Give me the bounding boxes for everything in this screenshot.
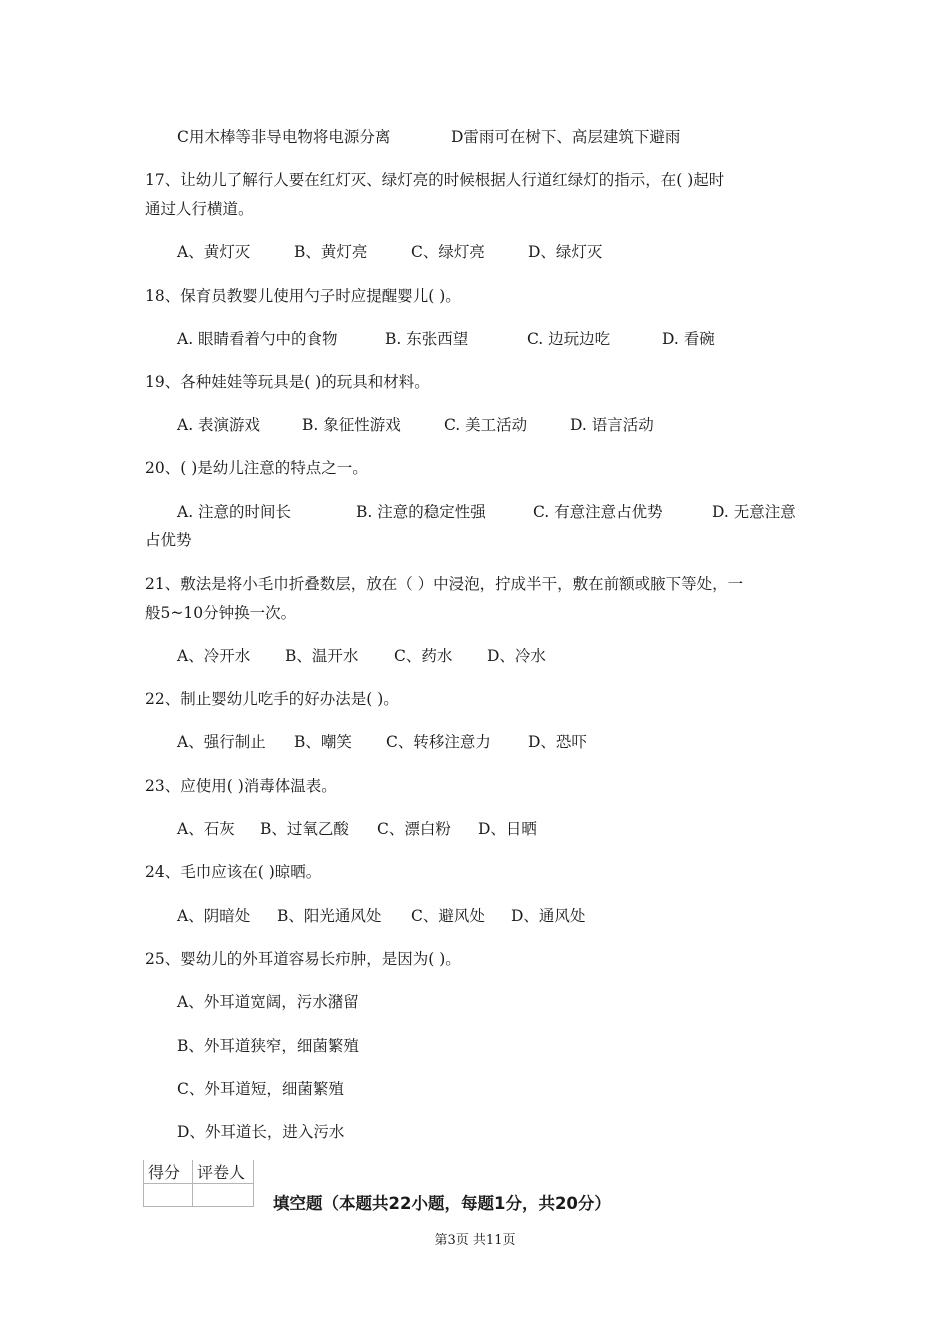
q17-option-c: C、绿灯亮 xyxy=(411,243,485,261)
score-box xyxy=(143,1160,254,1207)
score-cell xyxy=(144,1184,193,1207)
q25-option-a: A、外耳道宽阔，污水潴留 xyxy=(177,993,359,1011)
q20-option-b: B. 注意的稳定性强 xyxy=(356,503,486,521)
q21-option-c: C、药水 xyxy=(394,647,453,665)
q17-option-d: D、绿灯灭 xyxy=(528,243,603,261)
q25-text: 25、婴幼儿的外耳道容易长疖肿，是因为( )。 xyxy=(145,950,461,968)
q19-option-d: D. 语言活动 xyxy=(570,416,654,434)
q21-option-d: D、冷水 xyxy=(487,647,546,665)
q25-option-c: C、外耳道短，细菌繁殖 xyxy=(177,1080,344,1098)
q23-text: 23、应使用( )消毒体温表。 xyxy=(145,777,337,795)
q24-option-b: B、阳光通风处 xyxy=(277,907,382,925)
q16-option-d: D雷雨可在树下、高层建筑下避雨 xyxy=(451,128,681,146)
q21-text-line2: 般5~10分钟换一次。 xyxy=(145,604,297,622)
q17-option-a: A、黄灯灭 xyxy=(177,243,251,261)
q21-option-b: B、温开水 xyxy=(285,647,359,665)
q18-text: 18、保育员教婴儿使用勺子时应提醒婴儿( )。 xyxy=(145,287,461,305)
q22-option-c: C、转移注意力 xyxy=(386,733,491,751)
q21-text-line1: 21、敷法是将小毛巾折叠数层，放在（ ）中浸泡，拧成半干，敷在前额或腋下等处，一 xyxy=(145,575,744,593)
q24-option-a: A、阴暗处 xyxy=(177,907,251,925)
q23-option-a: A、石灰 xyxy=(177,820,235,838)
q20-text: 20、( )是幼儿注意的特点之一。 xyxy=(145,459,368,477)
q18-option-c: C. 边玩边吃 xyxy=(527,330,611,348)
q25-option-b: B、外耳道狭窄，细菌繁殖 xyxy=(177,1037,359,1055)
q24-option-c: C、避风处 xyxy=(411,907,485,925)
q17-option-b: B、黄灯亮 xyxy=(294,243,368,261)
q21-option-a: A、冷开水 xyxy=(177,647,251,665)
q19-text: 19、各种娃娃等玩具是( )的玩具和材料。 xyxy=(145,373,430,391)
q18-option-a: A. 眼睛看着勺中的食物 xyxy=(177,330,338,348)
score-label: 得分 xyxy=(144,1160,193,1184)
q22-option-a: A、强行制止 xyxy=(177,733,266,751)
q19-option-b: B. 象征性游戏 xyxy=(302,416,401,434)
q20-option-a: A. 注意的时间长 xyxy=(177,503,292,521)
grader-cell xyxy=(193,1184,254,1207)
q17-text-line2: 通过人行横道。 xyxy=(145,200,254,218)
q16-option-c: C用木棒等非导电物将电源分离 xyxy=(177,128,391,146)
q17-text-line1: 17、让幼儿了解行人要在红灯灭、绿灯亮的时候根据人行道红绿灯的指示，在( )起时 xyxy=(145,171,725,189)
q19-option-c: C. 美工活动 xyxy=(444,416,528,434)
q20-option-c: C. 有意注意占优势 xyxy=(533,503,663,521)
q18-option-d: D. 看碗 xyxy=(662,330,715,348)
grader-label: 评卷人 xyxy=(193,1160,254,1184)
q18-option-b: B. 东张西望 xyxy=(385,330,469,348)
q23-option-b: B、过氧乙酸 xyxy=(260,820,349,838)
q24-text: 24、毛巾应该在( )晾晒。 xyxy=(145,863,322,881)
q20-option-d-wrap: 占优势 xyxy=(145,531,192,549)
q19-option-a: A. 表演游戏 xyxy=(177,416,261,434)
q23-option-c: C、漂白粉 xyxy=(377,820,451,838)
page-footer: 第3页 共11页 xyxy=(434,1233,516,1248)
q20-option-d: D. 无意注意 xyxy=(712,503,796,521)
q22-option-b: B、嘲笑 xyxy=(294,733,352,751)
q22-option-d: D、恐吓 xyxy=(528,733,587,751)
q22-text: 22、制止婴幼儿吃手的好办法是( )。 xyxy=(145,690,399,708)
section-title: 填空题（本题共22小题，每题1分，共20分） xyxy=(273,1194,611,1213)
q25-option-d: D、外耳道长，进入污水 xyxy=(177,1123,345,1141)
q23-option-d: D、日晒 xyxy=(478,820,537,838)
q24-option-d: D、通风处 xyxy=(511,907,586,925)
